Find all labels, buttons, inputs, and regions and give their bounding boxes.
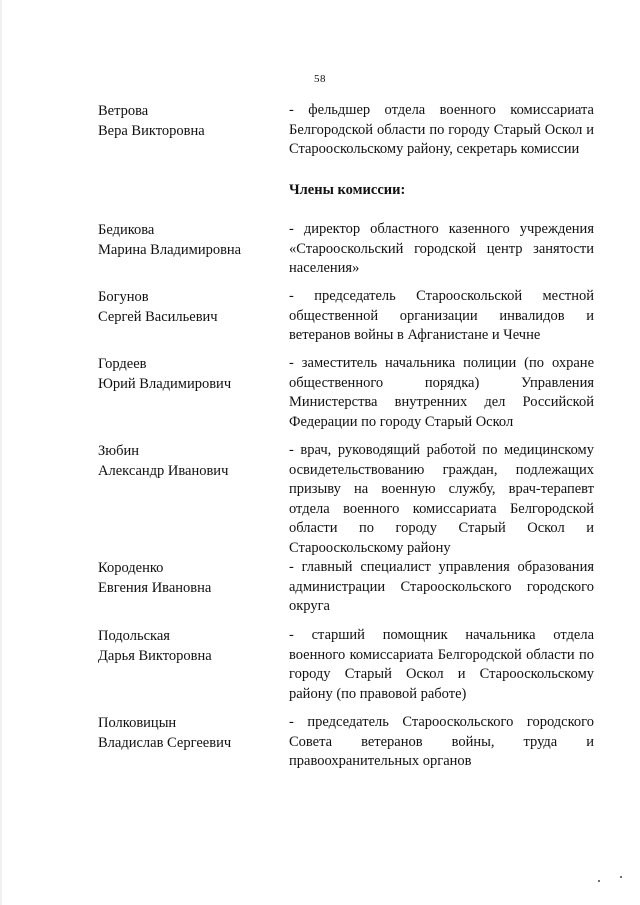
person-role: - председатель Старооскольской местной общественной организации инвалидов и ветеранов войны в Афганистане и Чечне bbox=[289, 288, 594, 344]
scan-speck bbox=[598, 880, 600, 882]
section-heading-members: Члены комиссии: bbox=[289, 182, 406, 198]
person-given-names: Сергей Васильевич bbox=[98, 309, 218, 325]
person-surname: Ветрова bbox=[98, 103, 149, 119]
person-given-names: Евгения Ивановна bbox=[98, 580, 212, 596]
person-given-names: Марина Владимировна bbox=[98, 242, 242, 258]
person-name bbox=[98, 354, 278, 394]
page-number: 58 bbox=[314, 73, 326, 85]
person-given-names: Владислав Сергеевич bbox=[98, 735, 232, 751]
person-role: - старший помощник начальника отдела военного комиссариата Белгородской области по городу Старый Оскол и Старооскольскому району (по правовой работе) bbox=[289, 627, 594, 702]
person-role: - главный специалист управления образования администрации Старооскольского городского округа bbox=[289, 559, 594, 615]
person-surname: Бедикова bbox=[98, 222, 155, 238]
person-surname: Зюбин bbox=[98, 443, 139, 459]
person-surname: Полковицын bbox=[98, 715, 177, 731]
person-surname: Подольская bbox=[98, 628, 170, 644]
person-role: - директор областного казенного учреждения «Старооскольский городской центр занятости населения» bbox=[289, 221, 594, 277]
person-surname: Короденко bbox=[98, 560, 164, 576]
person-surname: Богунов bbox=[98, 289, 149, 305]
person-name bbox=[98, 101, 278, 141]
person-given-names: Дарья Викторовна bbox=[98, 648, 212, 664]
member-entry bbox=[0, 626, 640, 716]
person-name bbox=[98, 713, 278, 753]
person-name bbox=[98, 626, 278, 666]
member-entry bbox=[0, 713, 640, 803]
person-name bbox=[98, 287, 278, 327]
person-name bbox=[98, 220, 278, 260]
person-name bbox=[98, 558, 278, 598]
person-surname: Гордеев bbox=[98, 356, 147, 372]
person-role: - заместитель начальника полиции (по охране общественного порядка) Управления Министерства внутренних дел Российской Федерации по городу Старый Оскол bbox=[289, 355, 594, 430]
person-role: - фельдшер отдела военного комиссариата Белгородской области по городу Старый Оскол и Старооскольскому району, секретарь комиссии bbox=[289, 102, 594, 158]
scan-speck bbox=[620, 876, 622, 878]
person-given-names: Юрий Владимирович bbox=[98, 376, 232, 392]
person-given-names: Вера Викторовна bbox=[98, 123, 205, 139]
secretary-entry bbox=[0, 101, 640, 191]
person-role: - председатель Старооскольского городского Совета ветеранов войны, труда и правоохранительных органов bbox=[289, 714, 594, 770]
member-entry bbox=[0, 354, 640, 444]
member-entry bbox=[0, 441, 640, 556]
person-role: - врач, руководящий работой по медицинскому освидетельствованию граждан, подлежащих призыву на военную службу, врач-терапевт отдела военного комиссариата Белгородской области по городу Старый Оскол и Старооскольскому району bbox=[289, 442, 594, 556]
person-given-names: Александр Иванович bbox=[98, 463, 229, 479]
person-name bbox=[98, 441, 278, 481]
